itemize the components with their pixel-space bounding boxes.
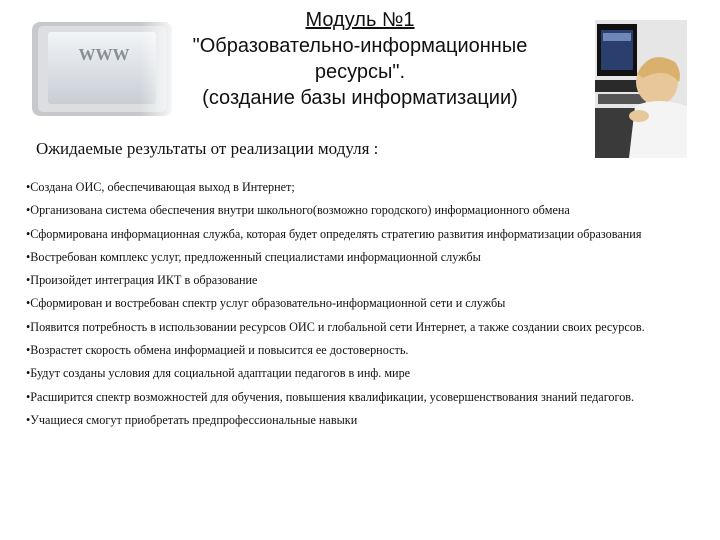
list-item-text: Учащиеся смогут приобретать предпрофессиональные навыки — [30, 412, 358, 427]
list-item-text: Произойдет интеграция ИКТ в образование — [30, 273, 258, 288]
list-item-text: Появится потребность в использовании ресурсов ОИС и глобальной сети Интернет, а также создании своих ресурсов. — [30, 319, 645, 334]
bullet: • — [26, 203, 31, 218]
list-item-text: Сформирована информационная служба, которая будет определять стратегию развития информатизации образования — [30, 226, 642, 241]
bullet: • — [26, 412, 31, 427]
list-item — [26, 227, 688, 243]
bullet: • — [26, 342, 31, 357]
slide-title — [160, 7, 560, 111]
expected-results-list — [26, 180, 688, 436]
list-item — [26, 320, 688, 336]
bullet: • — [26, 180, 31, 194]
list-item-text: Создана ОИС, обеспечивающая выход в Интернет; — [30, 180, 295, 194]
list-item — [26, 296, 688, 312]
title-module-name-cont: ресурсы". — [314, 61, 406, 83]
list-item — [26, 250, 688, 266]
list-item-text: Возрастет скорость обмена информацией и повысится ее достоверность. — [30, 342, 409, 357]
list-item — [26, 343, 688, 359]
monitor-screen-text: WWW — [78, 45, 130, 64]
list-item — [26, 273, 688, 289]
bullet: • — [26, 389, 31, 404]
bullet: • — [26, 273, 31, 288]
title-module-name: "Образовательно-информационные — [192, 35, 528, 57]
list-item-text: Расширится спектр возможностей для обучения, повышения квалификации, усовершенствования знаний педагогов. — [30, 389, 635, 404]
expected-results-heading: Ожидаемые результаты от реализации модуля : — [36, 139, 379, 158]
list-item — [26, 203, 688, 219]
bullet: • — [26, 249, 31, 264]
list-item — [26, 390, 688, 406]
bullet: • — [26, 296, 31, 311]
list-item — [26, 413, 688, 429]
list-item-text: Востребован комплекс услуг, предложенный специалистами информационной службы — [30, 249, 481, 264]
list-item-text: Организована система обеспечения внутри школьного(возможно городского) информационного обмена — [30, 203, 570, 218]
title-module-number: Модуль №1 — [305, 9, 415, 31]
monitor-illustration — [28, 20, 178, 120]
title-module-subtitle: (создание базы информатизации) — [202, 87, 518, 109]
list-item-text: Сформирован и востребован спектр услуг образовательно-информационной сети и службы — [30, 296, 506, 311]
bullet: • — [26, 366, 31, 381]
bullet: • — [26, 319, 31, 334]
list-item — [26, 180, 688, 196]
bullet: • — [26, 226, 31, 241]
child-at-computer-photo — [595, 20, 687, 158]
list-item-text: Будут созданы условия для социальной адаптации педагогов в инф. мире — [30, 366, 411, 381]
list-item — [26, 366, 688, 382]
